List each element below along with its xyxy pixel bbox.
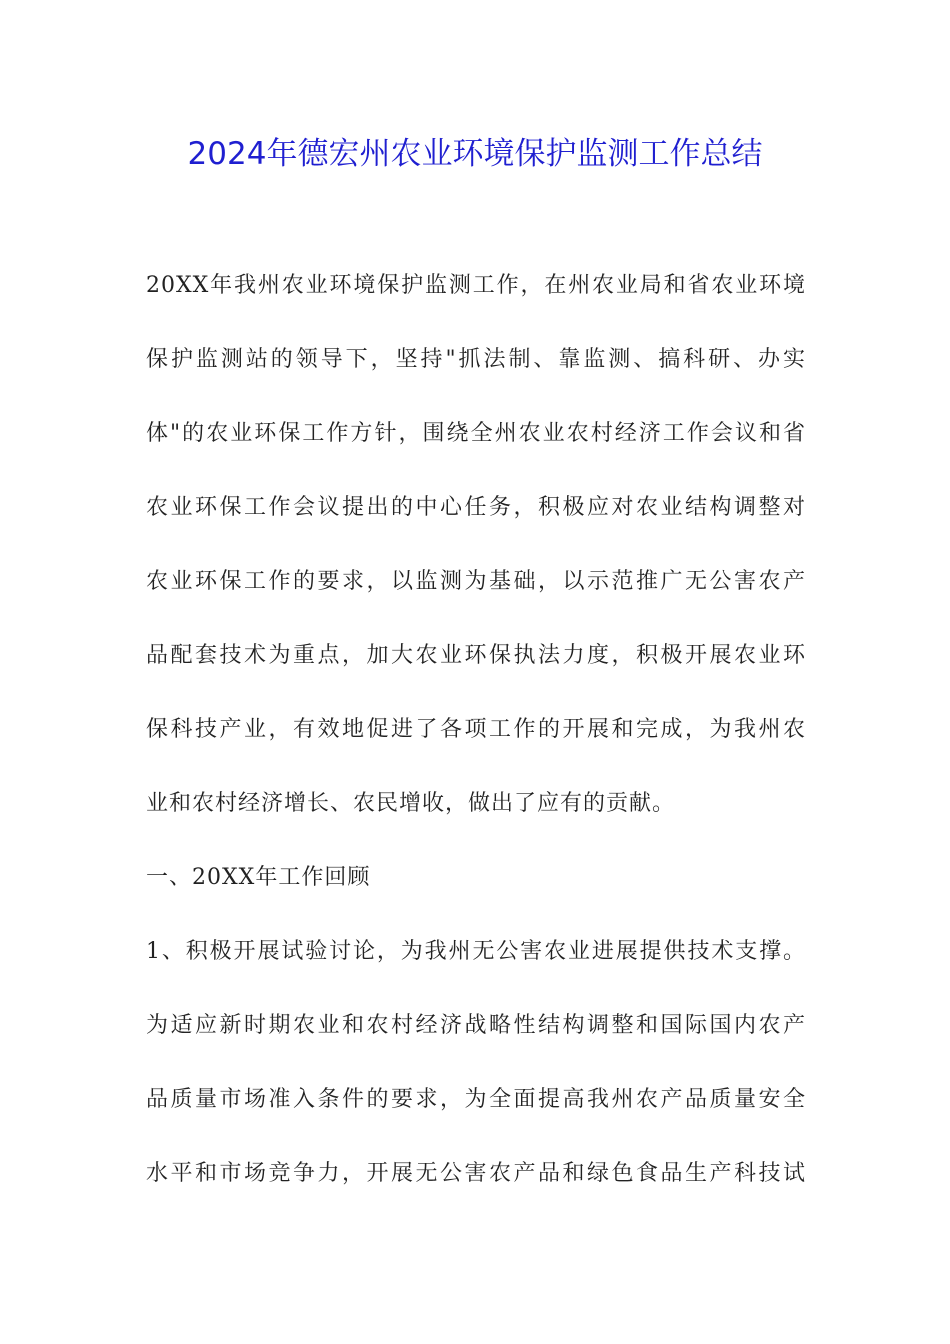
body-line: 体"的农业环保工作方针，围绕全州农业农村经济工作会议和省: [146, 421, 806, 446]
body-line: 农业环保工作的要求，以监测为基础，以示范推广无公害农产: [146, 569, 806, 594]
section-heading: 一、20XX年工作回顾: [146, 865, 371, 890]
body-line: 1、积极开展试验讨论，为我州无公害农业进展提供技术支撑。: [146, 939, 806, 964]
document-body: [146, 261, 806, 1223]
body-line: 品质量市场准入条件的要求，为全面提高我州农产品质量安全: [146, 1087, 806, 1112]
body-line: 业和农村经济增长、农民增收，做出了应有的贡献。: [146, 791, 676, 816]
body-line: 农业环保工作会议提出的中心任务，积极应对农业结构调整对: [146, 495, 806, 520]
body-line: 保护监测站的领导下，坚持"抓法制、靠监测、搞科研、办实: [146, 347, 806, 372]
body-line: 为适应新时期农业和农村经济战略性结构调整和国际国内农产: [146, 1013, 806, 1038]
body-line: 20XX年我州农业环境保护监测工作，在州农业局和省农业环境: [146, 273, 806, 298]
body-line: 水平和市场竞争力，开展无公害农产品和绿色食品生产科技试: [146, 1161, 806, 1186]
document-title: 2024年德宏州农业环境保护监测工作总结: [187, 136, 763, 172]
body-line: 品配套技术为重点，加大农业环保执法力度，积极开展农业环: [146, 643, 806, 668]
body-line: 保科技产业，有效地促进了各项工作的开展和完成，为我州农: [146, 717, 806, 742]
